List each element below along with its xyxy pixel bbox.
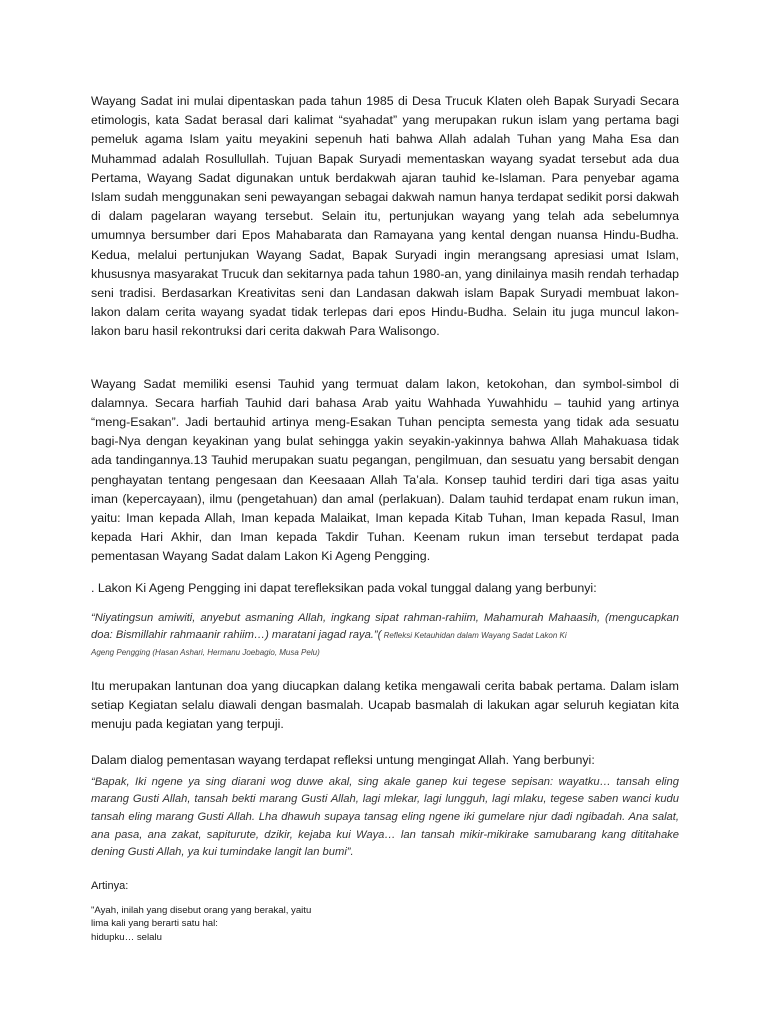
translation-line: lima kali yang berarti satu hal: [91,918,218,930]
translation-line: hidupku… selalu [91,931,162,943]
spacer [91,862,679,878]
spacer [91,598,679,610]
quote-citation-line-2: Ageng Pengging (Hasan Ashari, Hermanu Joebagio, Musa Pelu) [91,648,320,658]
spacer [91,735,679,751]
quote-text: “Niyatingsun amiwiti, anyebut asmaning Allah, ingkang sipat rahman-rahiim, Mahamurah Mahaasih, (mengucapkan doa: Bismillahir rahmaanir rahiim…) maratani jagad raya.”( [91,611,679,642]
quote-bapak-dialog: “Bapak, Iki ngene ya sing diarani wog duwe akal, sing akale ganep kui tegese sepisan: wayatku… tansah eling marang Gusti Allah, tansah bekti marang Gusti Allah, lagi mlekar, lagi lungguh, lagi mlaku, tegese saben wanci kudu tansah eling marang Gusti Allah. Lha dhawuh supaya tansag eling ngene iki gumelare njur dadi ngibadah. Ana salat, ana pasa, ana zakat, sapiturute, dzikir, kejaba kui Waya… lan tansah mikir-mikirake samubarang kang dititahake dening Gusti Allah, ya kui tumindake langit lan bumi”. [91,775,679,859]
artinya-label: Artinya: [91,879,129,892]
paragraph-basmalah: Itu merupakan lantunan doa yang diucapkan dalang ketika mengawali cerita babak pertama. Dalam islam setiap Kegiatan selalu diawali dengan basmalah. Ucapab basmalah di lakukan agar seluruh kegiatan kita menuju pada kegiatan yang terpuji. [91,679,679,732]
translation-line: "Ayah, inilah yang disebut orang yang berakal, yaitu [91,904,312,916]
spacer [91,567,679,579]
line-lakon-ki-ageng-pengging: . Lakon Ki Ageng Pengging ini dapat terefleksikan pada vokal tunggal dalang yang berbunyi: [91,580,597,595]
paragraph-tauhid-essence: Wayang Sadat memiliki esensi Tauhid yang termuat dalam lakon, ketokohan, dan symbol-simbol di dalamnya. Secara harfiah Tauhid dari bahasa Arab yaitu Wahhada Yuwahhidu – tauhid yang artinya “meng-Esakan”. Jadi bertauhid artinya meng-Esakan Tuhan pencipta semesta yang tidak ada sesuatu bagi-Nya dengan keyakinan yang bulat sehingga yakin seyakin-yakinnya bahwa Allah Mahakuasa tidak ada tandingannya.13 Tauhid merupakan suatu pegangan, pengilmuan, dan sesuatu yang bersabit dengan penghayatan tentang pengesaan dan Keesaaan Allah Ta’ala. Konsep tauhid terdiri dari tiga asas yaitu iman (kepercayaan), ilmu (pengetahuan) dan amal (perlakuan). Dalam tauhid terdapat enam rukun iman, yaitu: Iman kepada Allah, Iman kepada Malaikat, Iman kepada Kitab Tuhan, Iman kepada Rasul, Iman kepada Hari Akhir, dan Iman kepada Takdir Tuhan. Keenam rukun iman tersebut terdapat pada pementasan Wayang Sadat dalam Lakon Ki Ageng Pengging. [91,376,679,564]
document-body [91,92,679,944]
paragraph-dialog-intro: Dalam dialog pementasan wayang terdapat refleksi untung mengingat Allah. Yang berbunyi: [91,752,595,767]
spacer [91,894,679,904]
spacer [91,661,679,677]
quote-citation: Refleksi Ketauhidan dalam Wayang Sadat Lakon Ki [381,631,567,641]
spacer [91,342,679,375]
quote-niyatingsun [91,610,679,645]
paragraph-wayang-sadat-history: Wayang Sadat ini mulai dipentaskan pada tahun 1985 di Desa Trucuk Klaten oleh Bapak Suryadi Secara etimologis, kata Sadat berasal dari kalimat “syahadat” yang merupakan rukun islam yang pertama bagi pemeluk agama Islam yaitu meyakini sepenuh hati bahwa Allah adalah Tuhan yang Maha Esa dan Muhammad adalah Rosullullah. Tujuan Bapak Suryadi mementaskan wayang syadat tersebut ada dua Pertama, Wayang Sadat digunakan untuk berdakwah ajaran tauhid ke-Islaman. Para penyebar agama Islam sudah menggunakan seni pewayangan sebagai dakwah namun hanya terdapat sedikit porsi dakwah di dalam pagelaran wayang tersebut. Selain itu, pertunjukan wayang yang telah ada sebelumnya umumnya bersumber dari Epos Mahabarata dan Ramayana yang kental dengan nuansa Hindu-Budha. Kedua, melalui pertunjukan Wayang Sadat, Bapak Suryadi ingin merangsang apresiasi umat Islam, khususnya masyarakat Trucuk dan sekitarnya pada tahun 1980-an, yang dinilainya masih rendah terhadap seni tradisi. Berdasarkan Kreativitas seni dan Landasan dakwah islam Bapak Suryadi membuat lakon-lakon dalam cerita wayang syadat tidak terlepas dari epos Hindu-Budha. Selain itu juga muncul lakon-lakon baru hasil rekontruksi dari cerita dakwah Para Walisongo. [91,94,679,339]
